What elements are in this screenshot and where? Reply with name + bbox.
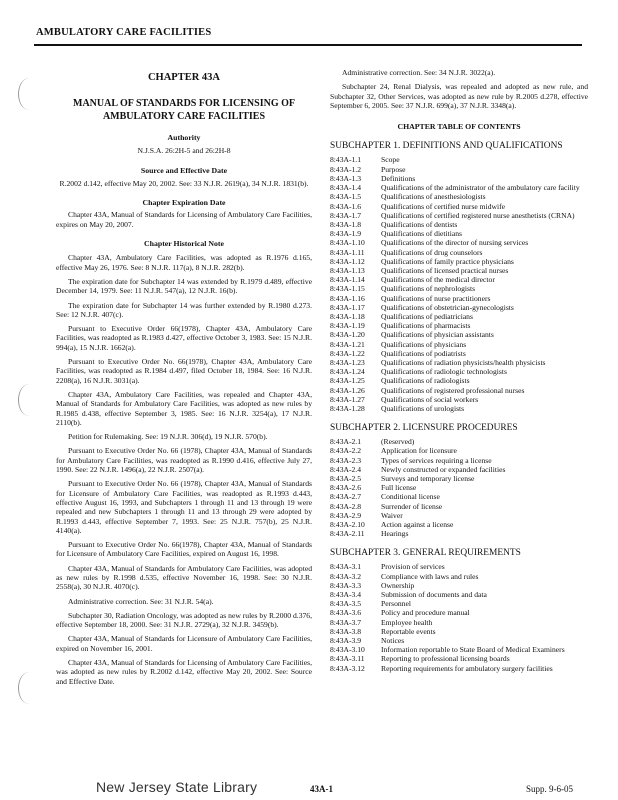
- section-title: Notices: [381, 636, 405, 646]
- toc-entry: [330, 645, 588, 654]
- toc-entry: [330, 511, 588, 520]
- toc-entry: [330, 266, 588, 275]
- history-notes: [56, 253, 312, 686]
- section-title: Qualifications of registered professional nurses: [381, 385, 525, 395]
- expiration-heading: Chapter Expiration Date: [142, 198, 226, 208]
- section-title: Qualifications of the director of nursing services: [381, 238, 529, 248]
- section-number: 8:43A-3.11: [330, 654, 365, 664]
- toc-entry: [330, 330, 588, 339]
- toc-entry: [330, 284, 588, 293]
- toc-entry: [330, 636, 588, 645]
- chapter-title: CHAPTER 43A: [147, 72, 221, 83]
- toc-entry: [330, 183, 588, 192]
- section-title: Qualifications of urologists: [381, 403, 465, 413]
- section-title: Action against a license: [381, 520, 454, 529]
- toc-entry: [330, 386, 588, 395]
- section-title: Reporting to professional licensing boards: [381, 654, 510, 664]
- toc-entry: [330, 492, 588, 501]
- section-title: Conditional license: [381, 492, 440, 502]
- section-number: 8:43A-1.15: [330, 284, 365, 294]
- section-number: 8:43A-1.6: [330, 201, 362, 211]
- punch-hole-mark: [18, 78, 40, 110]
- running-head: AMBULATORY CARE FACILITIES: [36, 27, 212, 38]
- section-number: 8:43A-1.20: [330, 330, 365, 340]
- section-number: 8:43A-1.14: [330, 275, 365, 285]
- toc-entry: [330, 220, 588, 229]
- section-title: Qualifications of obstetrician-gynecologists: [381, 302, 514, 312]
- toc-entry: [330, 275, 588, 284]
- section-title: (Reserved): [381, 437, 415, 447]
- section-number: 8:43A-1.13: [330, 265, 365, 275]
- left-column: [56, 68, 312, 686]
- section-number: 8:43A-2.11: [330, 529, 365, 539]
- section-title: Qualifications of certified nurse midwife: [381, 201, 505, 211]
- section-number: 8:43A-2.4: [330, 464, 362, 474]
- history-note: Pursuant to Executive Order No. 66 (1978), Chapter 43A, Manual of Standards for Ambulatory Care Facilities, was readopted as R.1990 d.416, effective July 27, 1990. See: 22 N.J.R. 1496(a), 22 N.J.R. 2507(a).: [56, 446, 312, 475]
- section-title: Information reportable to State Board of Medical Examiners: [381, 645, 565, 655]
- section-title: Qualifications of physician assistants: [381, 330, 494, 340]
- toc-entry: [330, 321, 588, 330]
- section-number: 8:43A-1.5: [330, 192, 362, 202]
- section-title: Compliance with laws and rules: [381, 571, 479, 581]
- section-title: Hearings: [381, 529, 409, 539]
- section-title: Reportable events: [381, 626, 436, 636]
- punch-hole-mark: [18, 384, 40, 416]
- history-note: Administrative correction. See: 34 N.J.R. 3022(a).: [342, 68, 496, 77]
- section-title: Reporting requirements for ambulatory surgery facilities: [381, 663, 553, 673]
- section-number: 8:43A-2.10: [330, 520, 365, 529]
- toc-entry: [330, 211, 588, 220]
- toc-entry: [330, 155, 588, 164]
- toc-entry: [330, 599, 588, 608]
- section-number: 8:43A-1.23: [330, 357, 365, 367]
- subchapter-heading: SUBCHAPTER 3. GENERAL REQUIREMENTS: [330, 548, 521, 559]
- history-note: Pursuant to Executive Order No. 66(1978), Chapter 43A, Manual of Standards for Licensure of Ambulatory Care Facilities, expired on August 16, 1998.: [56, 540, 312, 559]
- history-note: Subchapter 24, Renal Dialysis, was repealed and adopted as new rule, and Subchapter 32, Other Services, was adopted as new rule by R.2005 d.278, effective September 6, 2005. See: 37 N.J.R. 699(a), 37 N.J.R. 3348(a).: [330, 82, 588, 110]
- toc-entry: [330, 404, 588, 413]
- toc-entry: [330, 664, 588, 673]
- toc-entry: [330, 192, 588, 201]
- section-title: Qualifications of anesthesiologists: [381, 192, 486, 202]
- section-title: Qualifications of pediatricians: [381, 311, 473, 321]
- section-title: Types of services requiring a license: [381, 455, 492, 465]
- history-note: Pursuant to Executive Order No. 66 (1978), Chapter 43A, Manual of Standards for Licensure of Ambulatory Care Facilities, was readopted as R.1993 d.443, effective August 16, 1993, and Subchapters 1 through 11 and 13 through 19 were repealed and new Subchapters 1 through 11 and 13 through 29 were adopted by R.1993 d.443, effective September 7, 1993. See: 25 N.J.R. 757(b), 25 N.J.R. 4140(a).: [56, 479, 312, 535]
- section-title: Definitions: [381, 173, 416, 183]
- source-heading: Source and Effective Date: [140, 165, 228, 175]
- section-number: 8:43A-3.5: [330, 599, 362, 609]
- section-number: 8:43A-1.18: [330, 311, 365, 321]
- toc-entry: [330, 257, 588, 266]
- section-number: 8:43A-1.8: [330, 219, 362, 229]
- section-title: Qualifications of physicians: [381, 339, 467, 349]
- section-title: Surrender of license: [381, 501, 443, 511]
- section-number: 8:43A-3.3: [330, 580, 362, 590]
- toc-heading: CHAPTER TABLE OF CONTENTS: [397, 122, 521, 132]
- toc-entry: [330, 395, 588, 404]
- section-title: Newly constructed or expanded facilities: [381, 464, 506, 474]
- section-number: 8:43A-2.3: [330, 455, 362, 465]
- section-number: 8:43A-3.1: [330, 562, 362, 572]
- authority-heading: Authority: [167, 133, 201, 142]
- toc-entry: [330, 483, 588, 492]
- section-number: 8:43A-3.12: [330, 663, 365, 673]
- expiration-body: Chapter 43A, Manual of Standards for Licensing of Ambulatory Care Facilities, expires on May 20, 2007.: [56, 210, 312, 229]
- toc-entry: [330, 312, 588, 321]
- toc-entry: [330, 590, 588, 599]
- toc-entry: [330, 502, 588, 511]
- section-number: 8:43A-1.3: [330, 173, 362, 183]
- section-title: Personnel: [381, 599, 411, 609]
- section-number: 8:43A-2.6: [330, 483, 362, 493]
- authority-body: N.J.S.A. 26:2H-5 and 26:2H-8: [137, 146, 231, 156]
- section-title: Qualifications of radiologic technologists: [381, 367, 507, 377]
- history-note: Petition for Rulemaking. See: 19 N.J.R. 306(d), 19 N.J.R. 570(b).: [68, 432, 268, 442]
- section-number: 8:43A-3.4: [330, 590, 362, 600]
- library-stamp: New Jersey State Library: [96, 779, 258, 795]
- section-number: 8:43A-1.4: [330, 183, 362, 193]
- section-title: Qualifications of nephrologists: [381, 284, 476, 294]
- section-number: 8:43A-1.24: [330, 367, 365, 377]
- section-title: Qualifications of nurse practitioners: [381, 293, 491, 303]
- toc-entry: [330, 608, 588, 617]
- toc-entry: [330, 618, 588, 627]
- section-number: 8:43A-3.7: [330, 617, 362, 627]
- section-number: 8:43A-1.19: [330, 321, 365, 331]
- section-title: Purpose: [381, 164, 406, 174]
- section-number: 8:43A-2.2: [330, 446, 362, 456]
- punch-hole-mark: [18, 672, 40, 704]
- toc-entry: [330, 238, 588, 247]
- right-column: [330, 68, 588, 673]
- section-title: Employee health: [381, 617, 433, 627]
- section-number: 8:43A-1.2: [330, 164, 362, 174]
- section-number: 8:43A-2.7: [330, 492, 362, 502]
- toc-entry: [330, 349, 588, 358]
- subchapter-heading: SUBCHAPTER 2. LICENSURE PROCEDURES: [330, 423, 518, 434]
- section-title: Full license: [381, 483, 417, 493]
- section-number: 8:43A-3.10: [330, 645, 365, 655]
- section-number: 8:43A-1.7: [330, 210, 362, 220]
- supplement-date: Supp. 9-6-05: [526, 784, 573, 794]
- toc-entry: [330, 248, 588, 257]
- history-note: Chapter 43A, Ambulatory Care Facilities, was repealed and Chapter 43A, Manual of Standards for Ambulatory Care Facilities, was adopted as new rules by R.1985 d.438, effective September 3, 1985. See: 16 N.J.R. 3254(a), 17 N.J.R. 2110(b).: [56, 389, 312, 427]
- toc-entry: [330, 437, 588, 446]
- toc-entry: [330, 303, 588, 312]
- toc-entry: [330, 562, 588, 571]
- history-notes-continued: [330, 68, 588, 110]
- section-number: 8:43A-1.17: [330, 302, 365, 312]
- toc-entry: [330, 294, 588, 303]
- history-note: Chapter 43A, Ambulatory Care Facilities, was adopted as R.1976 d.165, effective May 26, 1976. See: 8 N.J.R. 117(a), 8 N.J.R. 282(b).: [56, 253, 312, 272]
- section-title: Qualifications of radiologists: [381, 376, 470, 386]
- toc-entry: [330, 474, 588, 483]
- toc-entry: [330, 627, 588, 636]
- subchapter-heading: SUBCHAPTER 1. DEFINITIONS AND QUALIFICATIONS: [330, 141, 563, 152]
- toc-entry: [330, 581, 588, 590]
- toc-entry: [330, 456, 588, 465]
- section-number: 8:43A-1.27: [330, 394, 365, 404]
- section-title: Qualifications of radiation physicists/health physicists: [381, 357, 546, 367]
- section-number: 8:43A-1.12: [330, 256, 365, 266]
- toc-entry: [330, 520, 588, 529]
- section-number: 8:43A-1.11: [330, 247, 365, 257]
- history-note: Pursuant to Executive Order No. 66(1978), Chapter 43A, Ambulatory Care Facilities, was readopted as R.1984 d.497, filed October 18, 1984. See: 16 N.J.R. 2208(a), 16 N.J.R. 3031(a).: [56, 357, 312, 385]
- section-number: 8:43A-2.8: [330, 501, 362, 511]
- toc-entry: [330, 202, 588, 211]
- section-number: 8:43A-2.1: [330, 437, 362, 447]
- history-note: The expiration date for Subchapter 14 was extended by R.1979 d.489, effective December 14, 1979. See: 11 N.J.R. 547(a), 12 N.J.R. 16(b).: [56, 276, 312, 296]
- history-note: Administrative correction. See: 31 N.J.R. 54(a).: [68, 596, 214, 606]
- history-note: Pursuant to Executive Order 66(1978), Chapter 43A, Ambulatory Care Facilities, was readopted as R.1983 d.427, effective October 3, 1983. See: 15 N.J.R. 994(a), 15 N.J.R. 1662(a).: [56, 324, 312, 352]
- section-number: 8:43A-1.21: [330, 339, 365, 349]
- toc-entry: [330, 446, 588, 455]
- header-rule: [34, 44, 582, 46]
- section-title: Qualifications of certified registered nurse anesthetists (CRNA): [381, 210, 575, 220]
- section-title: Submission of documents and data: [381, 590, 487, 600]
- section-title: Ownership: [381, 580, 415, 590]
- section-title: Qualifications of dentists: [381, 219, 458, 229]
- toc-entry: [330, 465, 588, 474]
- manual-title: MANUAL OF STANDARDS FOR LICENSING OF AMBULATORY CARE FACILITIES: [73, 98, 295, 122]
- section-title: Policy and procedure manual: [381, 608, 470, 618]
- table-of-contents: [330, 141, 588, 672]
- section-title: Qualifications of licensed practical nurses: [381, 265, 509, 275]
- section-number: 8:43A-1.1: [330, 155, 362, 165]
- section-number: 8:43A-3.9: [330, 636, 362, 646]
- section-number: 8:43A-1.10: [330, 238, 365, 248]
- section-number: 8:43A-1.16: [330, 293, 365, 303]
- toc-entry: [330, 358, 588, 367]
- section-title: Qualifications of podiatrists: [381, 348, 466, 358]
- section-title: Application for licensure: [381, 446, 457, 456]
- toc-entry: [330, 229, 588, 238]
- section-number: 8:43A-1.9: [330, 229, 362, 239]
- section-title: Qualifications of social workers: [381, 394, 479, 404]
- section-number: 8:43A-3.8: [330, 626, 362, 636]
- history-note: Subchapter 30, Radiation Oncology, was adopted as new rules by R.2000 d.376, effective September 18, 2000. See: 31 N.J.R. 2729(a), 32 N.J.R. 3459(b).: [56, 610, 312, 630]
- section-number: 8:43A-1.28: [330, 403, 365, 413]
- section-title: Surveys and temporary license: [381, 473, 475, 483]
- toc-entry: [330, 376, 588, 385]
- toc-entry: [330, 572, 588, 581]
- section-number: 8:43A-1.26: [330, 385, 365, 395]
- section-number: 8:43A-3.2: [330, 571, 362, 581]
- history-note: Chapter 43A, Manual of Standards for Ambulatory Care Facilities, was adopted as new rules by R.1998 d.535, effective November 16, 1998. See: 30 N.J.R. 2558(a), 30 N.J.R. 4070(c).: [56, 563, 312, 592]
- source-body: R.2002 d.142, effective May 20, 2002. See: 33 N.J.R. 2619(a), 34 N.J.R. 1831(b).: [59, 178, 309, 188]
- section-title: Qualifications of family practice physicians: [381, 256, 514, 266]
- section-title: Waiver: [381, 510, 403, 520]
- history-note: Chapter 43A, Manual of Standards for Licensing of Ambulatory Care Facilities, was adopted as new rules by R.2002 d.142, effective May 20, 2002. See: Source and Effective Date.: [56, 658, 312, 686]
- section-number: 8:43A-1.25: [330, 376, 365, 386]
- toc-entry: [330, 529, 588, 538]
- history-heading: Chapter Historical Note: [144, 239, 224, 249]
- toc-entry: [330, 340, 588, 349]
- toc-entry: [330, 367, 588, 376]
- section-title: Qualifications of the medical director: [381, 275, 495, 285]
- toc-entry: [330, 174, 588, 183]
- history-note: The expiration date for Subchapter 14 was further extended by R.1980 d.273. See: 12 N.J.R. 407(c).: [56, 300, 312, 319]
- page-number: 43A-1: [310, 784, 333, 794]
- section-title: Scope: [381, 155, 400, 165]
- section-number: 8:43A-2.9: [330, 510, 362, 520]
- section-number: 8:43A-2.5: [330, 473, 362, 483]
- toc-entry: [330, 165, 588, 174]
- toc-entry: [330, 654, 588, 663]
- section-title: Provision of services: [381, 562, 445, 572]
- section-title: Qualifications of the administrator of the ambulatory care facility: [381, 183, 580, 193]
- section-number: 8:43A-3.6: [330, 608, 362, 618]
- section-number: 8:43A-1.22: [330, 348, 365, 358]
- section-title: Qualifications of pharmacists: [381, 321, 471, 331]
- section-title: Qualifications of dietitians: [381, 229, 462, 239]
- history-note: Chapter 43A, Manual of Standards for Licensure of Ambulatory Care Facilities, expired on November 16, 2001.: [56, 634, 312, 653]
- section-title: Qualifications of drug counselors: [381, 247, 483, 257]
